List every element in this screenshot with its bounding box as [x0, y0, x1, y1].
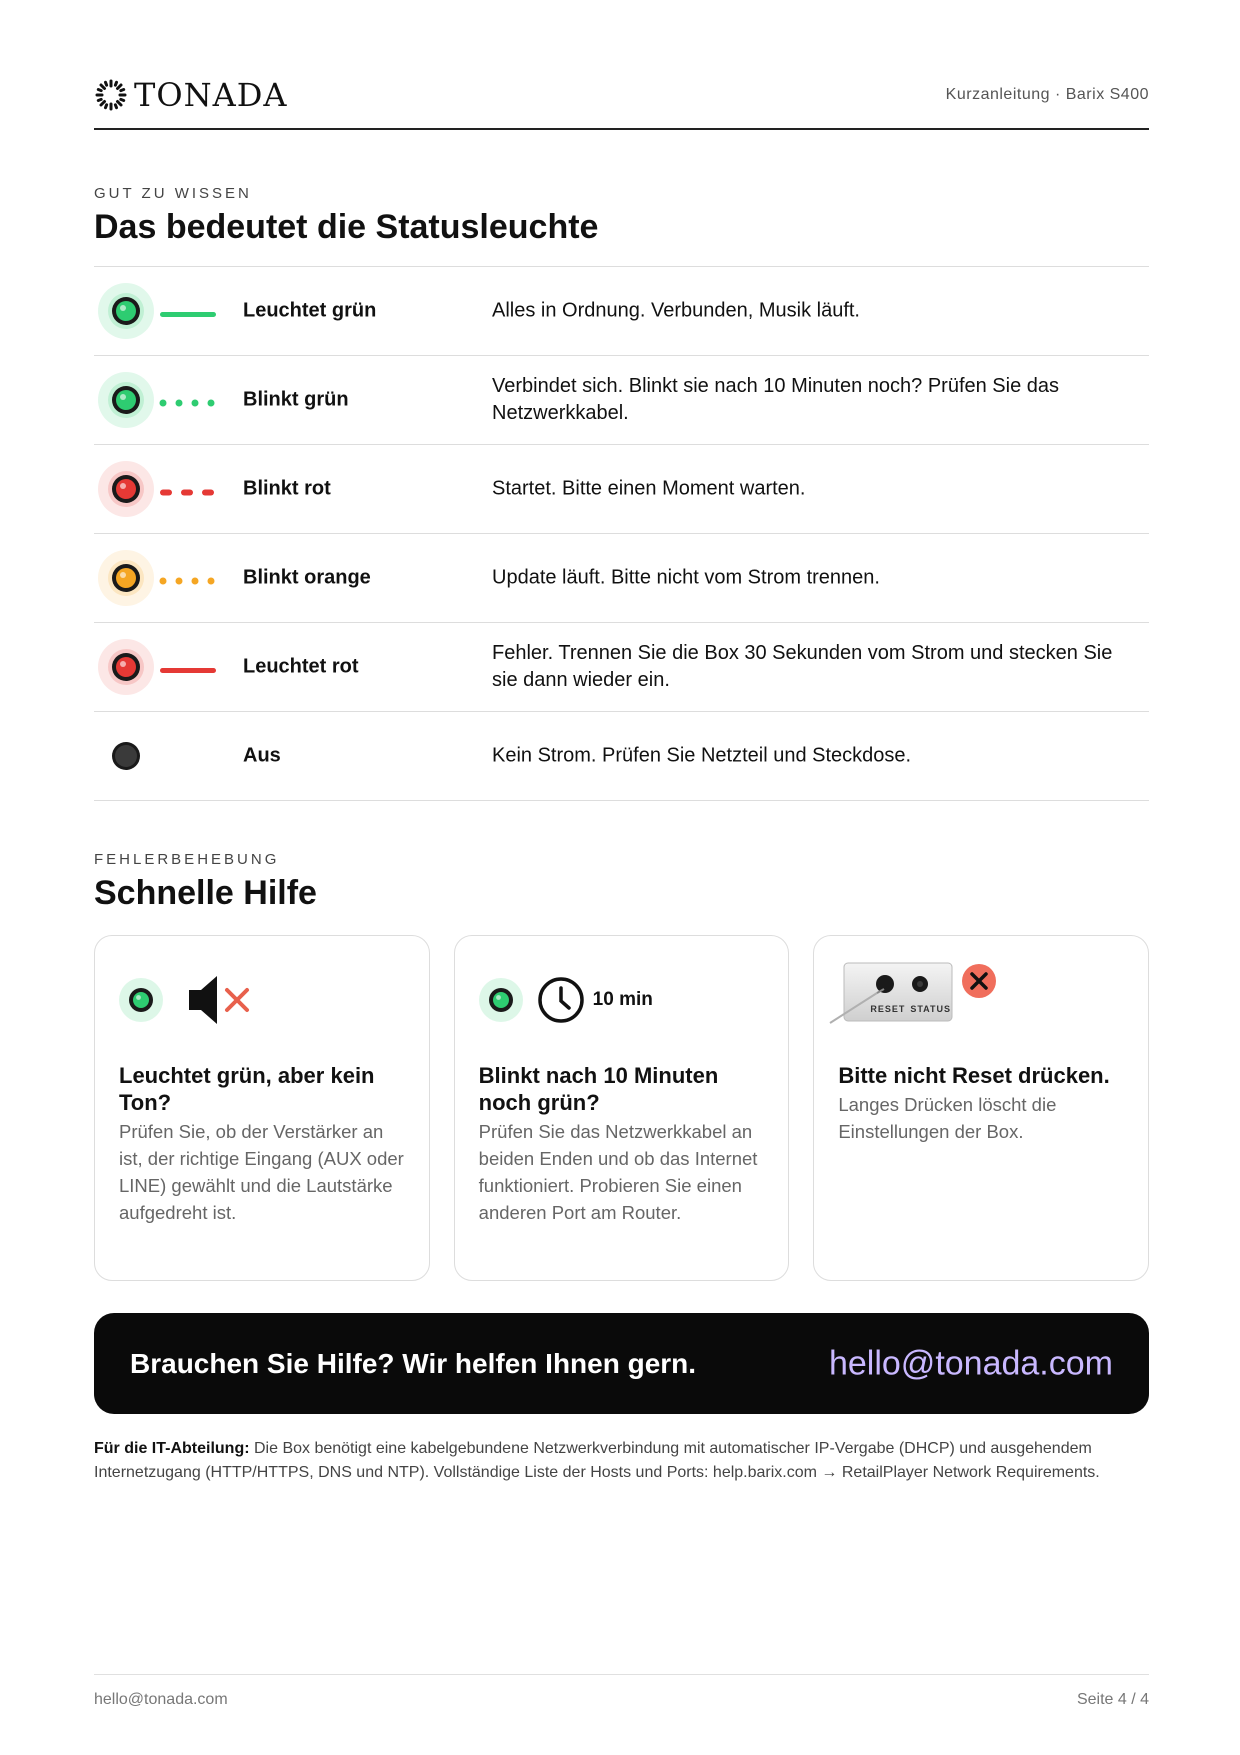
status-description: Fehler. Trennen Sie die Box 30 Sekunden vom Strom und stecken Sie sie dann wieder ein. [492, 642, 1113, 691]
led-red-icon [104, 467, 148, 511]
dotted-line-icon [158, 573, 218, 583]
speaker-muted-icon [185, 972, 255, 1028]
it-note-text: Die Box benötigt eine kabelgebundene Netzwerkverbindung mit automatischer IP-Vergabe (DHCP) und ausgehendem Internetzugang (HTTP/HTTPS, DNS und NTP). Vollständige Liste der Hosts und Ports: help.barix.com → RetailPlayer Network Requirements. [94, 1440, 1100, 1481]
help-card-no-reset [813, 935, 1149, 1281]
led-off-icon [104, 734, 148, 778]
status-row-red-blink [94, 445, 1149, 534]
status-label: Blinkt grün [243, 388, 349, 411]
status-label: Leuchtet grün [243, 299, 377, 322]
banner-text: Brauchen Sie Hilfe? Wir helfen Ihnen gern. [130, 1347, 697, 1379]
led-green-icon [119, 978, 163, 1022]
status-label: Leuchtet rot [243, 655, 359, 678]
status-label: Blinkt rot [243, 477, 331, 500]
timer-label: 10 min [592, 989, 653, 1010]
card-icons [479, 970, 653, 1030]
led-green-icon [104, 378, 148, 422]
sunburst-logo-icon [94, 78, 128, 112]
card-icons [822, 964, 982, 1024]
status-label: Aus [243, 744, 281, 767]
help-title: Schnelle Hilfe [94, 874, 317, 912]
led-orange-icon [104, 556, 148, 600]
device-label-status: STATUS [910, 1004, 952, 1014]
status-row-green-solid [94, 267, 1149, 356]
card-body: Prüfen Sie, ob der Verstärker an ist, der richtige Eingang (AUX oder LINE) gewählt und die Lautstärke aufgedreht ist. [119, 1121, 404, 1223]
status-table [94, 266, 1149, 801]
document-label: Kurzanleitung · Barix S400 [945, 86, 1149, 103]
close-icon [960, 962, 998, 1000]
help-card-no-sound [94, 935, 430, 1281]
brand-name: TONADA [134, 76, 288, 114]
device-label-reset: RESET [870, 1004, 906, 1014]
status-row-green-blink [94, 356, 1149, 445]
help-banner [94, 1313, 1149, 1414]
status-description: Kein Strom. Prüfen Sie Netzteil und Steckdose. [492, 744, 912, 767]
device-reset-icon [822, 959, 982, 1029]
it-note [94, 1437, 1134, 1485]
page-header [94, 66, 1149, 130]
card-title: Blinkt nach 10 Minuten noch grün? [478, 1063, 719, 1115]
clock-icon [537, 976, 585, 1024]
card-body: Prüfen Sie das Netzwerkkabel an beiden Enden und ob das Internet funktioniert. Probieren Sie einen anderen Port am Router. [478, 1121, 758, 1223]
status-description: Update läuft. Bitte nicht vom Strom trennen. [492, 566, 880, 589]
status-row-red-solid [94, 623, 1149, 712]
card-title: Leuchtet grün, aber kein Ton? [119, 1063, 375, 1115]
card-body: Langes Drücken löscht die Einstellungen der Box. [838, 1094, 1057, 1142]
status-title: Das bedeutet die Statusleuchte [94, 208, 599, 246]
help-cards [94, 935, 1149, 1281]
status-row-orange-blink [94, 534, 1149, 623]
dotted-line-icon [158, 395, 218, 405]
footer-email: hello@tonada.com [94, 1691, 228, 1708]
solid-line-icon [158, 662, 218, 672]
page-number: Seite 4 / 4 [1076, 1691, 1149, 1708]
status-description: Verbindet sich. Blinkt sie nach 10 Minuten noch? Prüfen Sie das Netzwerkkabel. [492, 375, 1060, 424]
status-description: Alles in Ordnung. Verbunden, Musik läuft. [492, 299, 860, 322]
status-row-off [94, 712, 1149, 801]
status-label: Blinkt orange [243, 566, 371, 589]
it-note-label: Für die IT-Abteilung: [94, 1440, 250, 1457]
status-eyebrow: GUT ZU WISSEN [94, 185, 252, 202]
led-green-icon [479, 978, 523, 1022]
led-red-icon [104, 645, 148, 689]
card-icons [119, 970, 255, 1030]
card-title: Bitte nicht Reset drücken. [838, 1063, 1110, 1088]
led-green-icon [104, 289, 148, 333]
brand-logo [94, 76, 287, 114]
page-footer [94, 1674, 1149, 1714]
banner-email-link[interactable]: hello@tonada.com [828, 1344, 1113, 1382]
solid-line-icon [158, 306, 218, 316]
status-description: Startet. Bitte einen Moment warten. [492, 477, 806, 500]
help-card-blinking-green [454, 935, 790, 1281]
dashed-line-icon [158, 484, 218, 494]
help-eyebrow: FEHLERBEHEBUNG [94, 851, 280, 868]
